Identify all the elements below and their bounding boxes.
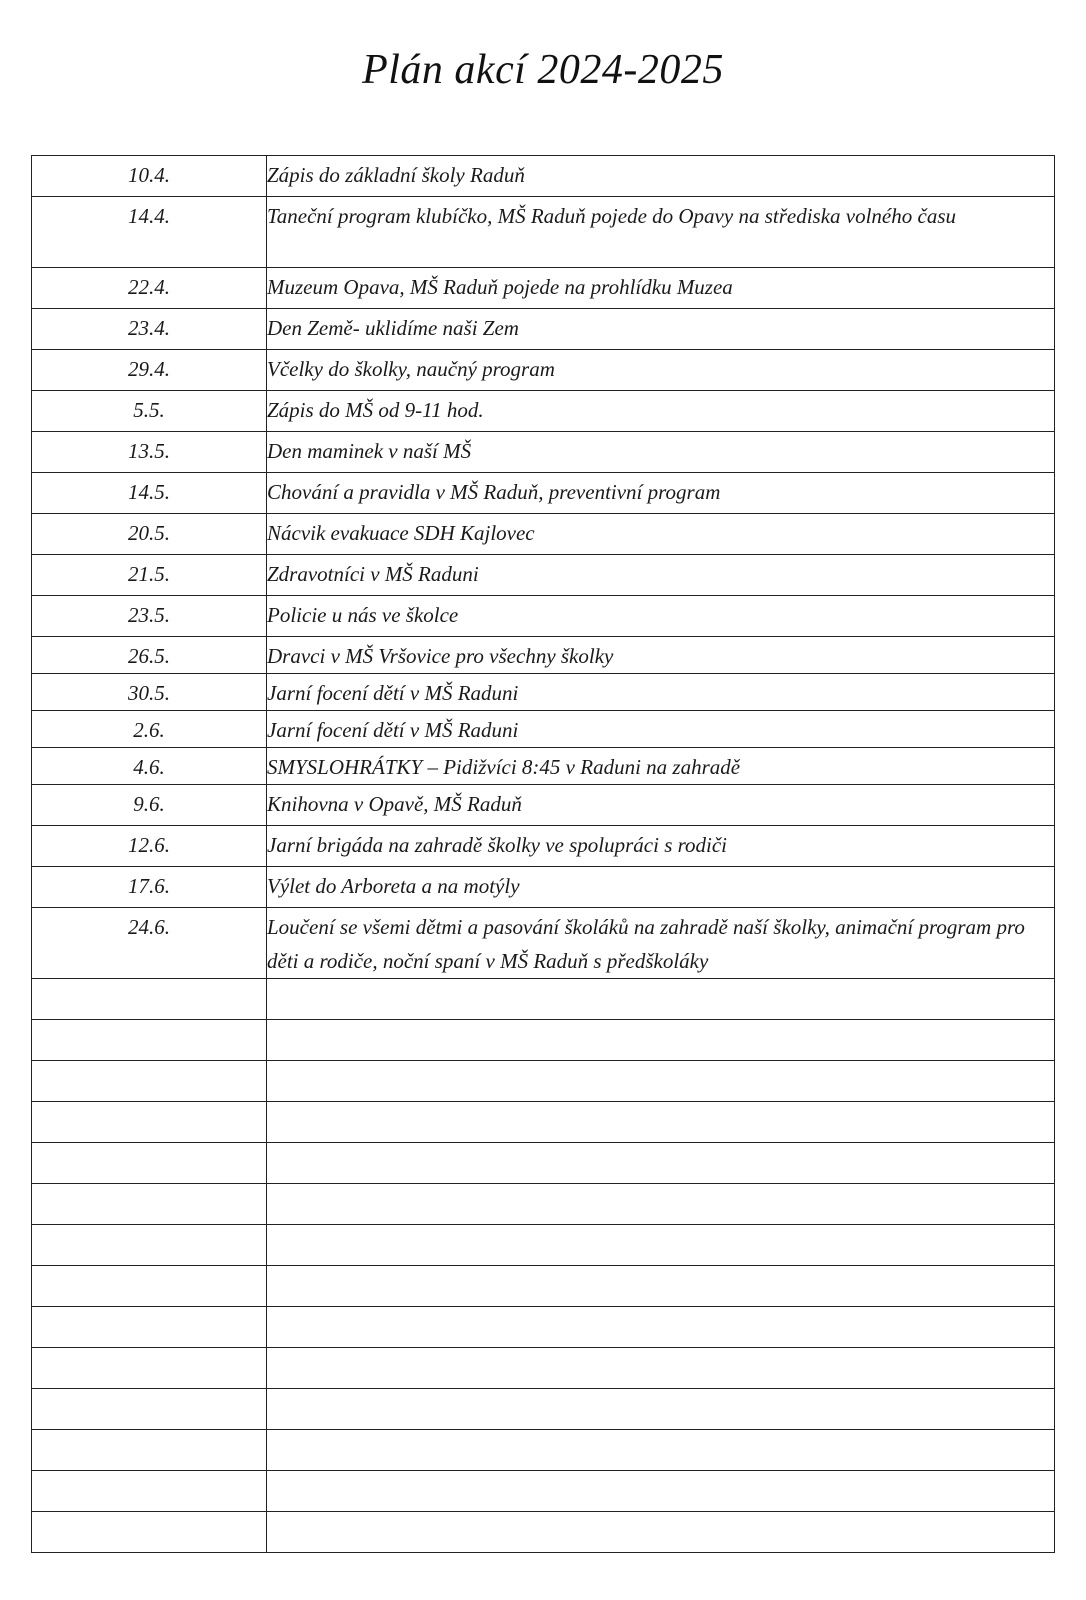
empty-table-row xyxy=(32,1307,1055,1348)
date-cell xyxy=(32,826,267,867)
empty-date-cell xyxy=(32,1061,267,1102)
event-description: Jarní focení dětí v MŠ Raduni xyxy=(267,718,519,742)
event-cell xyxy=(267,432,1055,473)
event-cell xyxy=(267,908,1055,979)
table-row xyxy=(32,156,1055,197)
empty-date-cell xyxy=(32,1102,267,1143)
event-cell xyxy=(267,391,1055,432)
empty-date-cell xyxy=(32,1307,267,1348)
event-description: SMYSLOHRÁTKY – Pidižvíci 8:45 v Raduni na zahradě xyxy=(267,755,741,779)
event-date: 23.5. xyxy=(128,603,170,627)
empty-event-cell xyxy=(267,1389,1055,1430)
event-cell xyxy=(267,350,1055,391)
event-description: Zápis do základní školy Raduň xyxy=(267,163,525,187)
empty-event-cell xyxy=(267,1512,1055,1553)
event-description: Zdravotníci v MŠ Raduni xyxy=(267,562,479,586)
event-cell xyxy=(267,555,1055,596)
event-description: Policie u nás ve školce xyxy=(267,603,459,627)
event-cell xyxy=(267,785,1055,826)
event-cell xyxy=(267,309,1055,350)
empty-table-row xyxy=(32,979,1055,1020)
date-cell xyxy=(32,432,267,473)
event-description: Výlet do Arboreta a na motýly xyxy=(267,874,520,898)
date-cell xyxy=(32,514,267,555)
date-cell xyxy=(32,391,267,432)
empty-table-row xyxy=(32,1512,1055,1553)
events-table xyxy=(31,155,1055,1553)
event-date: 13.5. xyxy=(128,439,170,463)
date-cell xyxy=(32,867,267,908)
table-row xyxy=(32,432,1055,473)
table-row xyxy=(32,197,1055,268)
empty-date-cell xyxy=(32,1348,267,1389)
date-cell xyxy=(32,350,267,391)
empty-event-cell xyxy=(267,1143,1055,1184)
date-cell xyxy=(32,785,267,826)
event-date: 24.6. xyxy=(128,915,170,939)
empty-date-cell xyxy=(32,1184,267,1225)
event-description: Včelky do školky, naučný program xyxy=(267,357,555,381)
event-description: Zápis do MŠ od 9-11 hod. xyxy=(267,398,484,422)
empty-event-cell xyxy=(267,1307,1055,1348)
event-date: 2.6. xyxy=(133,718,165,742)
empty-table-row xyxy=(32,1389,1055,1430)
empty-table-row xyxy=(32,1184,1055,1225)
table-row xyxy=(32,637,1055,674)
event-cell xyxy=(267,674,1055,711)
event-description: Taneční program klubíčko, MŠ Raduň pojede do Opavy na střediska volného času xyxy=(267,204,956,228)
event-date: 26.5. xyxy=(128,644,170,668)
empty-date-cell xyxy=(32,1225,267,1266)
table-row xyxy=(32,555,1055,596)
event-cell xyxy=(267,826,1055,867)
empty-date-cell xyxy=(32,1471,267,1512)
empty-date-cell xyxy=(32,1430,267,1471)
event-cell xyxy=(267,197,1055,268)
event-cell xyxy=(267,637,1055,674)
event-date: 29.4. xyxy=(128,357,170,381)
table-row xyxy=(32,268,1055,309)
event-date: 22.4. xyxy=(128,275,170,299)
table-row xyxy=(32,473,1055,514)
table-row xyxy=(32,350,1055,391)
page-title: Plán akcí 2024-2025 xyxy=(362,47,724,93)
date-cell xyxy=(32,268,267,309)
event-date: 21.5. xyxy=(128,562,170,586)
empty-event-cell xyxy=(267,1102,1055,1143)
event-cell xyxy=(267,514,1055,555)
date-cell xyxy=(32,197,267,268)
event-date: 12.6. xyxy=(128,833,170,857)
empty-table-row xyxy=(32,1266,1055,1307)
empty-table-row xyxy=(32,1430,1055,1471)
event-description: Muzeum Opava, MŠ Raduň pojede na prohlídku Muzea xyxy=(267,275,733,299)
empty-table-row xyxy=(32,1348,1055,1389)
event-description: Chování a pravidla v MŠ Raduň, preventivní program xyxy=(267,480,721,504)
date-cell xyxy=(32,637,267,674)
empty-table-row xyxy=(32,1143,1055,1184)
event-description: Knihovna v Opavě, MŠ Raduň xyxy=(267,792,522,816)
empty-date-cell xyxy=(32,1512,267,1553)
events-table-body xyxy=(32,156,1055,1553)
empty-table-row xyxy=(32,1020,1055,1061)
empty-table-row xyxy=(32,1225,1055,1266)
table-row xyxy=(32,674,1055,711)
event-date: 4.6. xyxy=(133,755,165,779)
empty-date-cell xyxy=(32,979,267,1020)
empty-event-cell xyxy=(267,979,1055,1020)
date-cell xyxy=(32,908,267,979)
table-row xyxy=(32,514,1055,555)
empty-event-cell xyxy=(267,1061,1055,1102)
event-date: 5.5. xyxy=(133,398,165,422)
event-description: Nácvik evakuace SDH Kajlovec xyxy=(267,521,535,545)
table-row xyxy=(32,711,1055,748)
table-row xyxy=(32,826,1055,867)
empty-event-cell xyxy=(267,1471,1055,1512)
table-row xyxy=(32,391,1055,432)
event-cell xyxy=(267,596,1055,637)
date-cell xyxy=(32,156,267,197)
date-cell xyxy=(32,473,267,514)
empty-table-row xyxy=(32,1102,1055,1143)
table-row xyxy=(32,748,1055,785)
empty-table-row xyxy=(32,1061,1055,1102)
empty-date-cell xyxy=(32,1020,267,1061)
event-cell xyxy=(267,473,1055,514)
table-row xyxy=(32,785,1055,826)
empty-event-cell xyxy=(267,1020,1055,1061)
date-cell xyxy=(32,674,267,711)
event-description: Jarní focení dětí v MŠ Raduni xyxy=(267,681,519,705)
event-description: Jarní brigáda na zahradě školky ve spolupráci s rodiči xyxy=(267,833,728,857)
event-description: Den maminek v naší MŠ xyxy=(267,439,472,463)
date-cell xyxy=(32,711,267,748)
event-cell xyxy=(267,748,1055,785)
event-cell xyxy=(267,268,1055,309)
empty-table-row xyxy=(32,1471,1055,1512)
event-description: Dravci v MŠ Vršovice pro všechny školky xyxy=(267,644,614,668)
event-date: 30.5. xyxy=(128,681,170,705)
empty-event-cell xyxy=(267,1348,1055,1389)
event-date: 20.5. xyxy=(128,521,170,545)
event-date: 14.5. xyxy=(128,480,170,504)
empty-event-cell xyxy=(267,1225,1055,1266)
event-date: 23.4. xyxy=(128,316,170,340)
empty-event-cell xyxy=(267,1266,1055,1307)
empty-date-cell xyxy=(32,1389,267,1430)
event-description: Loučení se všemi dětmi a pasování školáků na zahradě naší školky, animační program pro děti a rodiče, noční spaní v MŠ Raduň s předškoláky xyxy=(267,915,1025,973)
event-date: 14.4. xyxy=(128,204,170,228)
event-cell xyxy=(267,711,1055,748)
event-cell xyxy=(267,867,1055,908)
date-cell xyxy=(32,748,267,785)
table-row xyxy=(32,596,1055,637)
date-cell xyxy=(32,596,267,637)
event-date: 17.6. xyxy=(128,874,170,898)
date-cell xyxy=(32,555,267,596)
date-cell xyxy=(32,309,267,350)
table-row xyxy=(32,908,1055,979)
event-cell xyxy=(267,156,1055,197)
empty-event-cell xyxy=(267,1184,1055,1225)
event-description: Den Země- uklidíme naši Zem xyxy=(267,316,519,340)
empty-date-cell xyxy=(32,1266,267,1307)
table-row xyxy=(32,867,1055,908)
empty-date-cell xyxy=(32,1143,267,1184)
table-row xyxy=(32,309,1055,350)
event-date: 9.6. xyxy=(133,792,165,816)
empty-event-cell xyxy=(267,1430,1055,1471)
event-date: 10.4. xyxy=(128,163,170,187)
